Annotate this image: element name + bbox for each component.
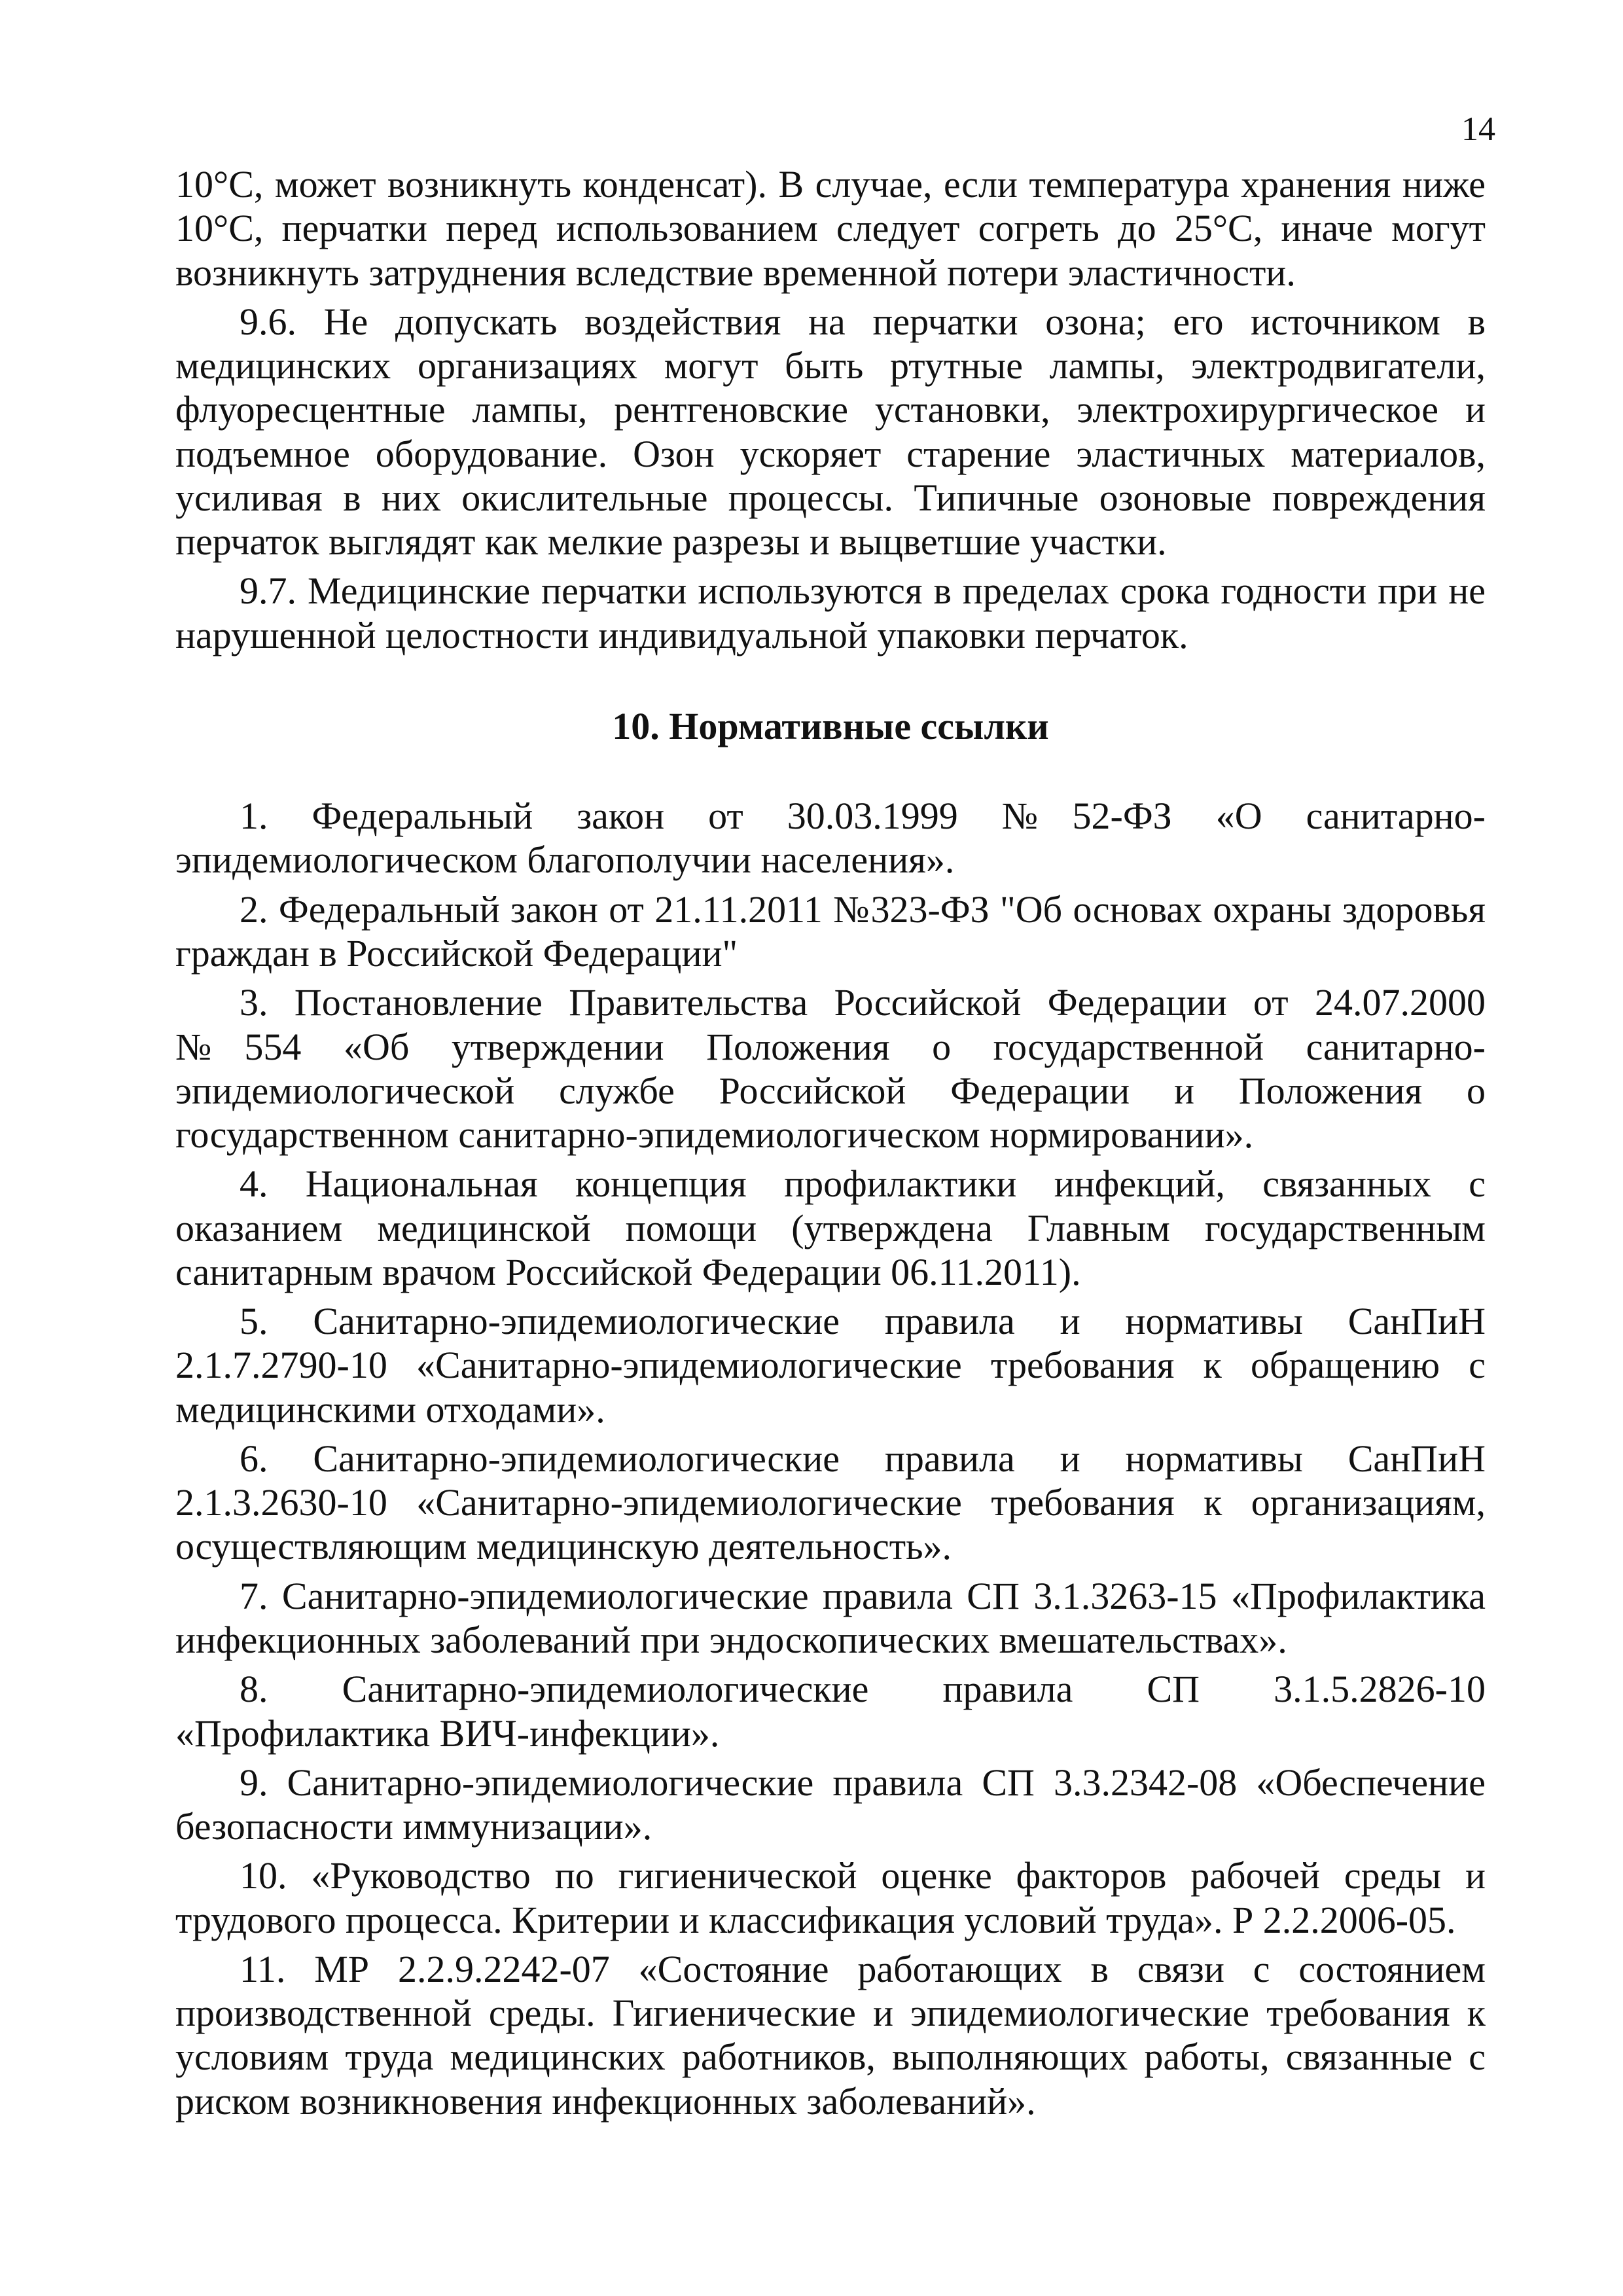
reference-item: 5. Санитарно-эпидемиологические правила и нормативы СанПиН 2.1.7.2790-10 «Санитарно-эпидемиологические требования к обращению с медицинскими отходами». [175,1300,1486,1431]
paragraph-9-7: 9.7. Медицинские перчатки используются в пределах срока годности при не нарушенной целостности индивидуальной упаковки перчаток. [175,569,1486,656]
reference-item: 1. Федеральный закон от 30.03.1999 №52-ФЗ «О санитарно-эпидемиологическом благополучии населения». [175,795,1486,882]
reference-item: 3. Постановление Правительства Российской Федерации от 24.07.2000 №554 «Об утверждении Положения о государственной санитарно-эпидемиологической службе Российской Федерации и Положения о государственном санитарно-эпидемиологическом нормировании». [175,981,1486,1157]
reference-item: 8. Санитарно-эпидемиологические правила СП 3.1.5.2826-10 «Профилактика ВИЧ-инфекции». [175,1668,1486,1755]
reference-item: 7. Санитарно-эпидемиологические правила СП 3.1.3263-15 «Профилактика инфекционных заболеваний при эндоскопических вмешательствах». [175,1574,1486,1661]
reference-item: 2. Федеральный закон от 21.11.2011 №323-ФЗ "Об основах охраны здоровья граждан в Российской Федерации" [175,888,1486,975]
paragraph-9-6: 9.6. Не допускать воздействия на перчатки озона; его источником в медицинских организациях могут быть ртутные лампы, электродвигатели, флуоресцентные лампы, рентгеновские установки, электрохирургическое и подъемное оборудование. Озон ускоряет старение эластичных материалов, усиливая в них окислительные процессы. Типичные озоновые повреждения перчаток выглядят как мелкие разрезы и выцветшие участки. [175,300,1486,564]
section-heading: 10. Нормативные ссылки [612,704,1049,747]
paragraph-continuation: 10°С, может возникнуть конденсат). В случае, если температура хранения ниже 10°С, перчатки перед использованием следует согреть до 25°С, иначе могут возникнуть затруднения вследствие временной потери эластичности. [175,163,1486,294]
reference-item: 11. МР 2.2.9.2242-07 «Состояние работающих в связи с состоянием производственной среды. Гигиенические и эпидемиологические требования к условиям труда медицинских работников, выполняющих работы, связанные с риском возникновения инфекционных заболеваний». [175,1947,1486,2123]
reference-item: 10. «Руководство по гигиенической оценке факторов рабочей среды и трудового процесса. Критерии и классификация условий труда». Р 2.2.2006-05. [175,1854,1486,1941]
page-content [175,162,1486,2128]
reference-item: 9. Санитарно-эпидемиологические правила СП 3.3.2342-08 «Обеспечение безопасности иммунизации». [175,1761,1486,1848]
page-number: 14 [1461,111,1495,148]
references-list [175,794,1486,2123]
reference-item: 4. Национальная концепция профилактики инфекций, связанных с оказанием медицинской помощи (утверждена Главным государственным санитарным врачом Российской Федерации 06.11.2011). [175,1162,1486,1293]
reference-item: 6. Санитарно-эпидемиологические правила и нормативы СанПиН 2.1.3.2630-10 «Санитарно-эпидемиологические требования к организациям, осуществляющим медицинскую деятельность». [175,1437,1486,1568]
